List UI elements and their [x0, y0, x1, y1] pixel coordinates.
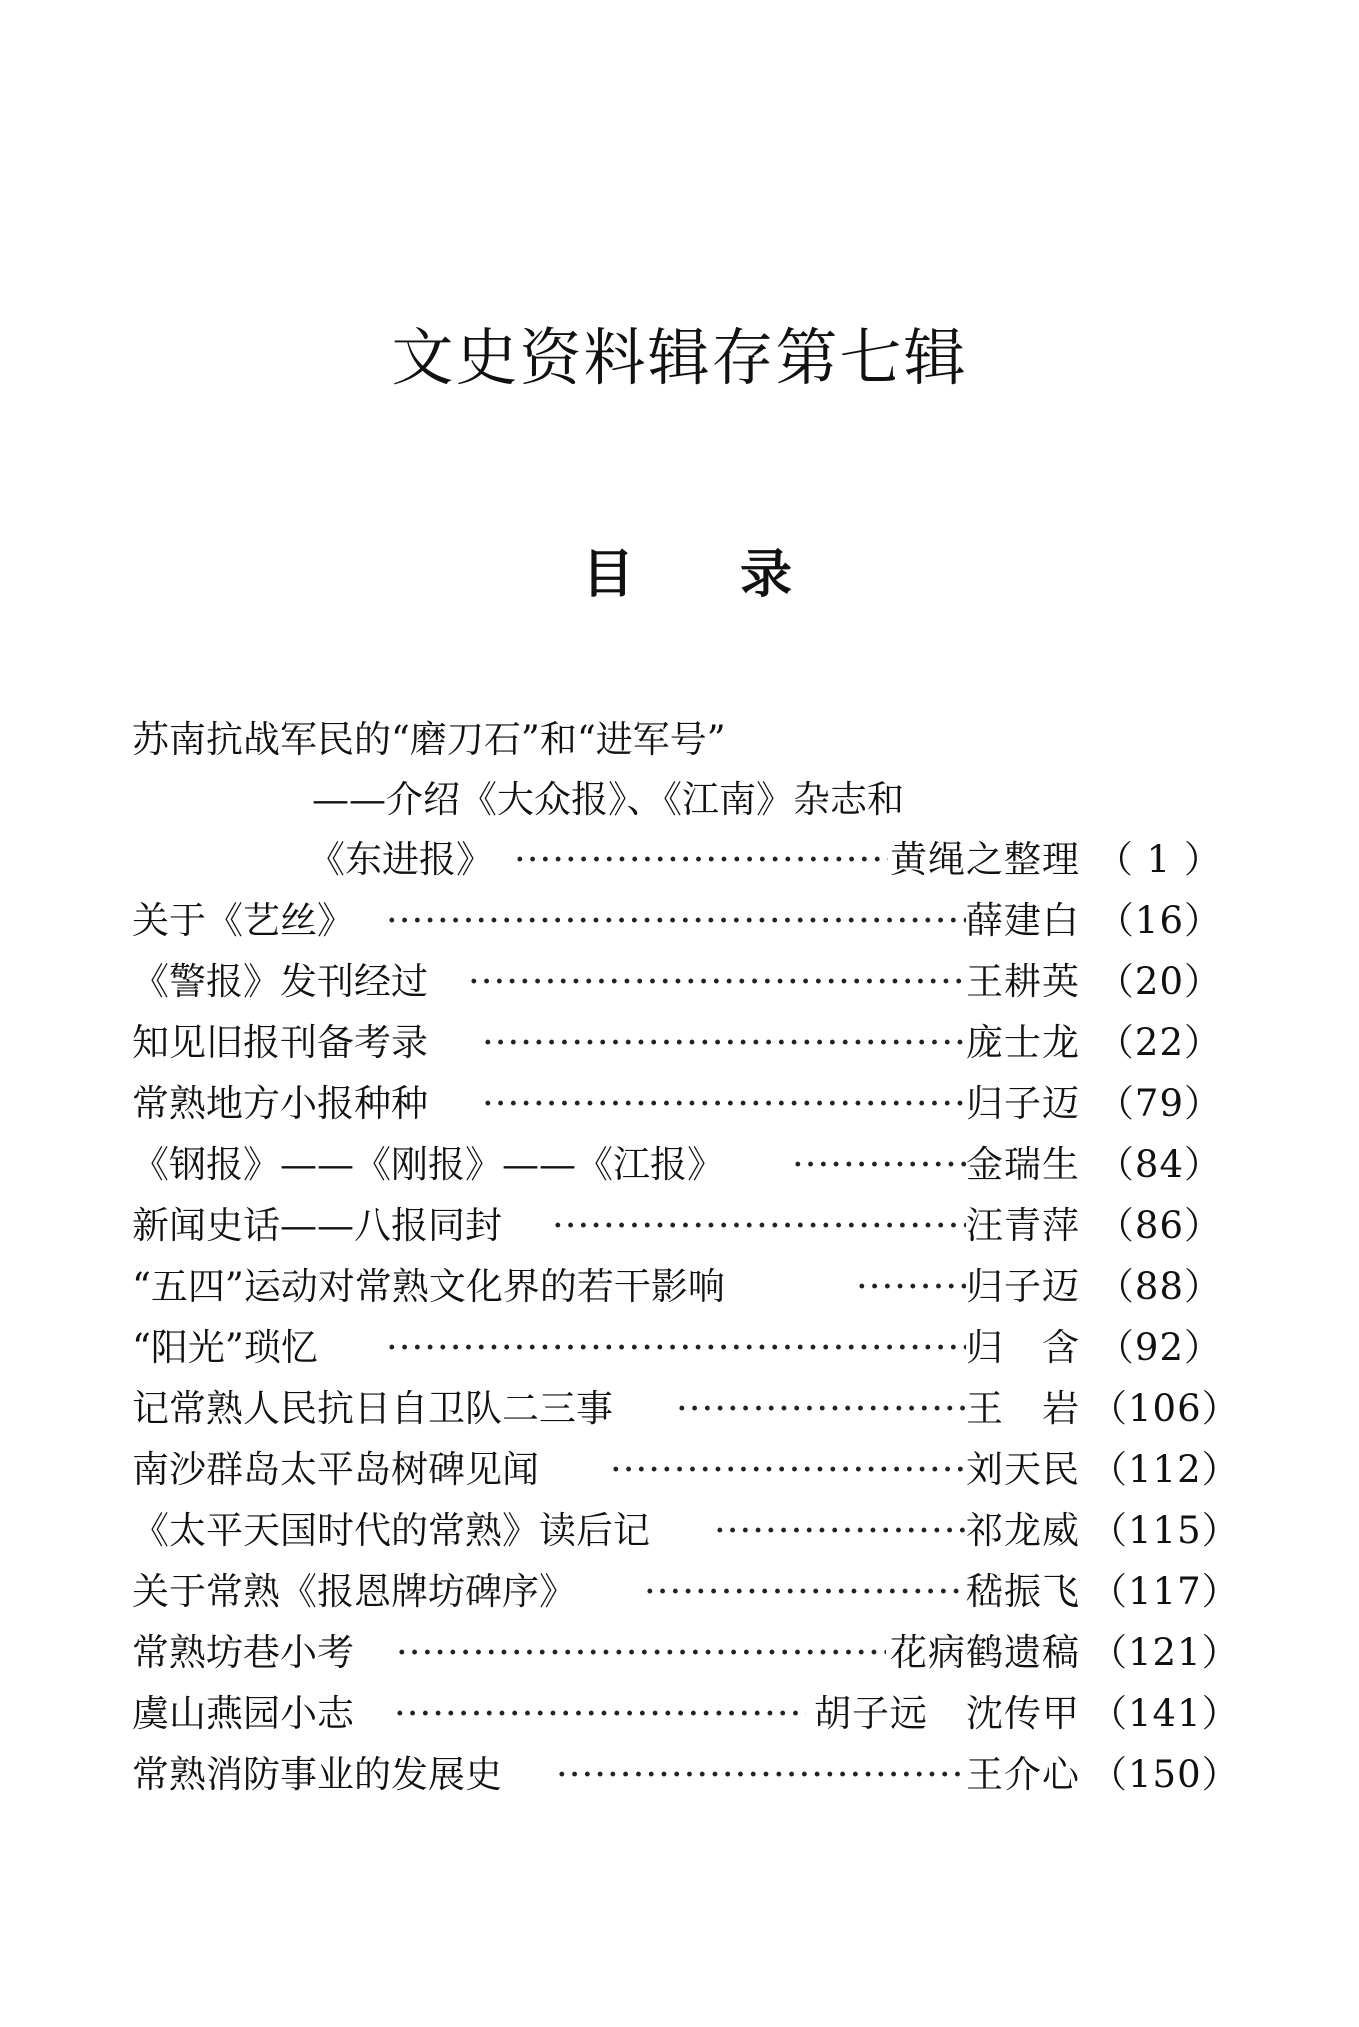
leader-dots [482, 1015, 966, 1071]
toc-entry-page: （22） [1096, 1021, 1222, 1064]
toc-entry [132, 1198, 1222, 1254]
toc-entry [132, 1320, 1222, 1376]
toc-entry [132, 832, 1222, 888]
toc-entry-page: （150） [1090, 1753, 1240, 1796]
toc-entry-title: 常熟消防事业的发展史 [132, 1753, 502, 1796]
toc-entry-page: （79） [1096, 1082, 1222, 1125]
toc-entry-page: （117） [1090, 1570, 1240, 1613]
toc-entry-page: （121） [1090, 1631, 1240, 1674]
leader-dots [468, 954, 966, 1010]
leader-dots [482, 1076, 966, 1132]
toc-entry-author: 庞士龙 [966, 1021, 1080, 1064]
leader-dots [610, 1442, 966, 1498]
toc-entry [132, 893, 1222, 949]
leader-dots [386, 893, 966, 949]
page-title: 文史资料辑存第七辑 [391, 321, 968, 394]
toc-entry [132, 1503, 1240, 1559]
toc-entry-author: 薛建白 [966, 899, 1080, 942]
toc-entry-author: 胡子远 沈传甲 [814, 1692, 1080, 1735]
toc-entry-title: 关于《艺丝》 [132, 899, 354, 942]
toc-entry-page: （16） [1096, 899, 1222, 942]
leader-dots [556, 1747, 966, 1803]
toc-entry-title: “阳光”琐忆 [132, 1326, 318, 1369]
toc-entry-title: 南沙群岛太平岛树碑见闻 [132, 1448, 539, 1491]
toc-entry-page: （106） [1090, 1387, 1240, 1430]
toc-entry-author: 汪青萍 [966, 1204, 1080, 1247]
toc-entry [132, 1015, 1222, 1071]
toc-entry-author: 王 岩 [966, 1387, 1080, 1430]
toc-entry [132, 1076, 1222, 1132]
toc-entry-author: 归子迈 [966, 1082, 1080, 1125]
leader-dots [396, 1625, 886, 1681]
leader-dots [714, 1503, 966, 1559]
toc-entry [132, 1686, 1240, 1742]
toc-entry-title: 《钢报》——《刚报》——《江报》 [132, 1143, 724, 1186]
toc-entry-title: 《东进报》 [308, 838, 493, 881]
toc-entry [132, 1747, 1240, 1803]
leader-dots [792, 1137, 966, 1193]
toc-entry-author: 花病鹤遗稿 [890, 1631, 1080, 1674]
toc-entry-author: 刘天民 [966, 1448, 1080, 1491]
toc-entry-author: 归子迈 [966, 1265, 1080, 1308]
toc-entry-title: 《太平天国时代的常熟》读后记 [132, 1509, 650, 1552]
leader-dots [552, 1198, 966, 1254]
toc-entry-title: 关于常熟《报恩牌坊碑序》 [132, 1570, 576, 1613]
leader-dots [394, 1686, 806, 1742]
toc-entry-page: （ 1 ） [1095, 838, 1222, 881]
toc-entry-author: 王介心 [966, 1753, 1080, 1796]
toc-entry-page: （141） [1090, 1692, 1240, 1735]
toc-entry-author: 归 含 [966, 1326, 1080, 1369]
toc-entry [132, 1564, 1240, 1620]
toc-entry-page: （115） [1090, 1509, 1240, 1552]
toc-entry [132, 1259, 1222, 1315]
toc-entry-subtitle-line [132, 772, 1222, 828]
toc-heading-char-2: 录 [740, 545, 793, 605]
toc-entry-subtitle: ——介绍《大众报》、《江南》杂志和 [312, 778, 904, 821]
toc-entry-author: 王耕英 [966, 960, 1080, 1003]
toc-entry [132, 1442, 1240, 1498]
toc-entry-title: “五四”运动对常熟文化界的若干影响 [132, 1265, 725, 1308]
toc-entry-author: 嵇振飞 [966, 1570, 1080, 1613]
toc-heading-char-1: 目 [582, 545, 635, 605]
leader-dots [676, 1381, 966, 1437]
toc-entry [132, 1381, 1240, 1437]
toc-entry-author: 祁龙威 [966, 1509, 1080, 1552]
toc-entry-title: 常熟坊巷小考 [132, 1631, 354, 1674]
toc-entry-page: （88） [1096, 1265, 1222, 1308]
toc-entry-page: （112） [1090, 1448, 1240, 1491]
toc-entry [132, 1137, 1222, 1193]
toc-entry-page: （92） [1096, 1326, 1222, 1369]
toc-entry [132, 1625, 1240, 1681]
leader-dots [856, 1259, 966, 1315]
toc-entry-title: 苏南抗战军民的“磨刀石”和“进军号” [132, 718, 726, 761]
toc-entry-page: （20） [1096, 960, 1222, 1003]
toc-entry-page: （86） [1096, 1204, 1222, 1247]
leader-dots [386, 1320, 966, 1376]
leader-dots [514, 832, 888, 888]
toc-entry-author: 黄绳之整理 [890, 838, 1080, 881]
toc-entry-title: 记常熟人民抗日自卫队二三事 [132, 1387, 613, 1430]
toc-entry-title: 常熟地方小报种种 [132, 1082, 428, 1125]
toc-entry-title: 虞山燕园小志 [132, 1692, 354, 1735]
toc-entry-title: 《警报》发刊经过 [132, 960, 428, 1003]
toc-entry-title: 知见旧报刊备考录 [132, 1021, 428, 1064]
toc-entry-title: 新闻史话——八报同封 [132, 1204, 502, 1247]
toc-entry [132, 954, 1222, 1010]
toc-entry-author: 金瑞生 [966, 1143, 1080, 1186]
leader-dots [644, 1564, 966, 1620]
toc-entry-page: （84） [1096, 1143, 1222, 1186]
toc-entry-title-line [132, 712, 1222, 768]
